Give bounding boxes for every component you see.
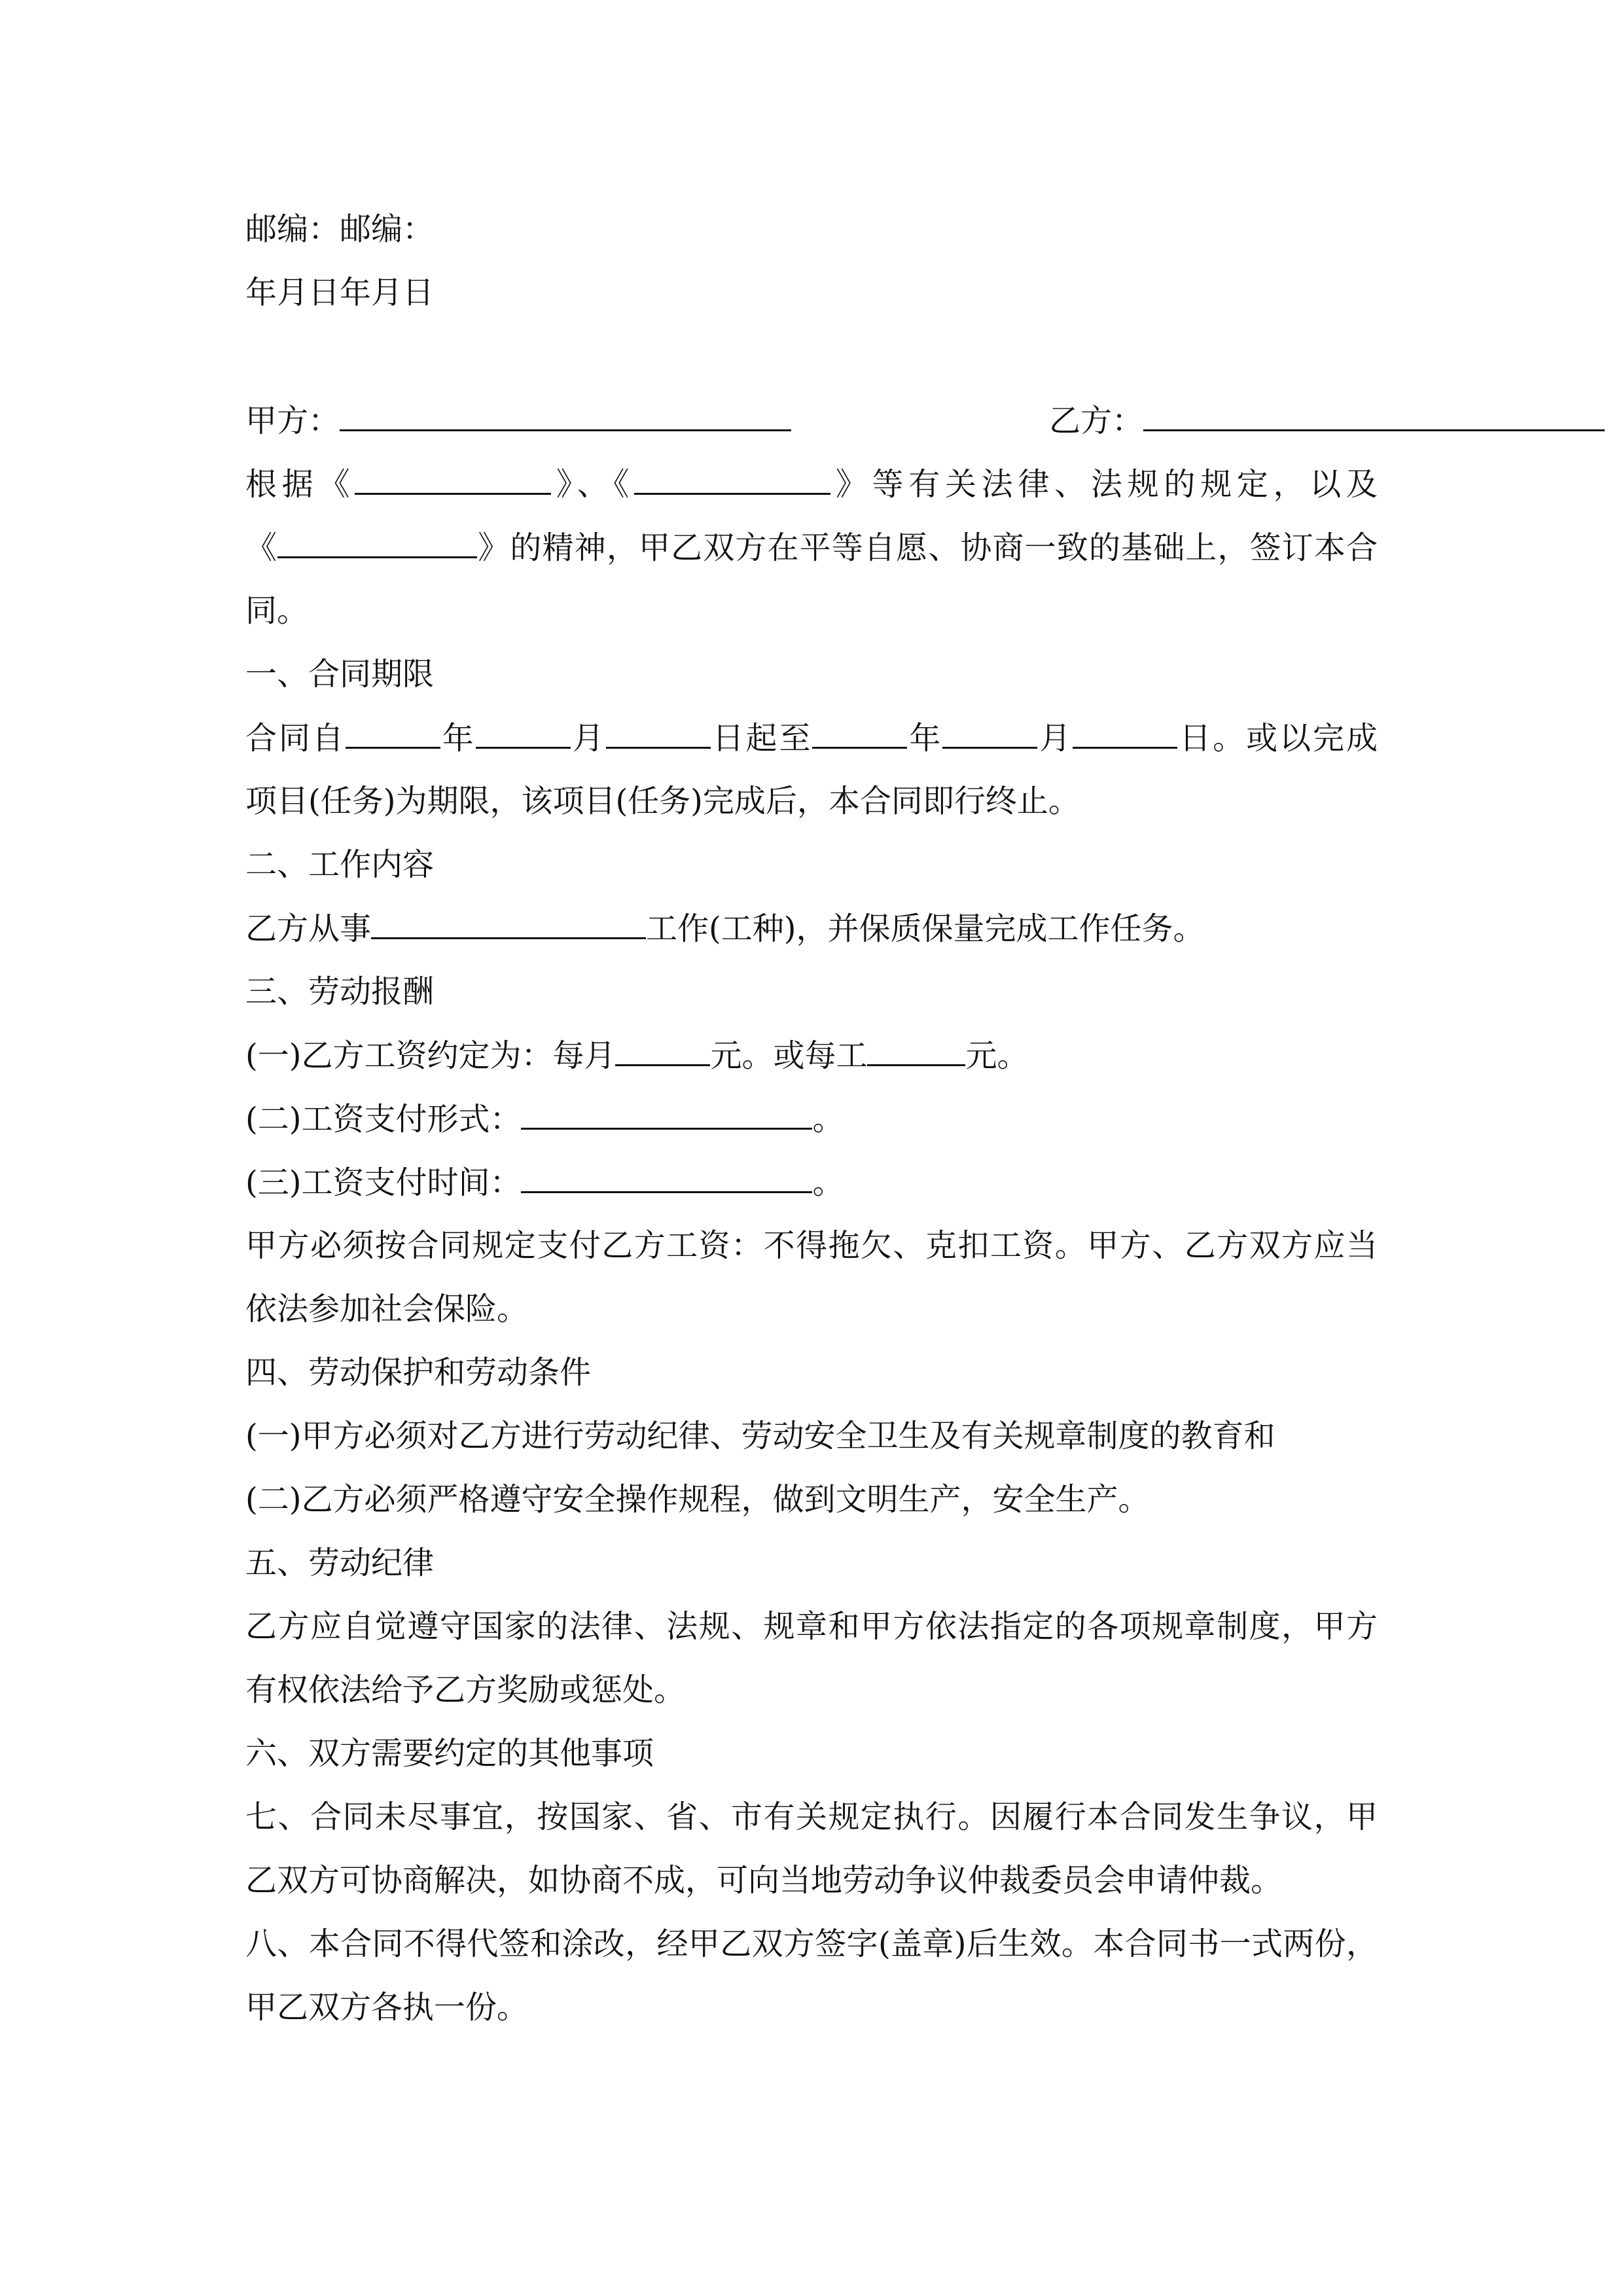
section-7-line-2: 乙双方可协商解决，如协商不成，可向当地劳动争议仲裁委员会申请仲裁。: [245, 1862, 1283, 1899]
start-year-blank: [346, 718, 440, 749]
work-text: 工作(工种)，并保质保量完成工作任务。: [646, 910, 1205, 947]
pay-text: 元。或每工: [710, 1037, 868, 1074]
term-text: 月: [570, 720, 606, 757]
daily-wage-blank: [867, 1035, 965, 1066]
term-text: 年: [907, 720, 943, 757]
basis-line-3: 同。: [245, 592, 309, 629]
pay-line-3: [245, 1162, 1378, 1202]
end-year-blank: [812, 718, 907, 749]
section-8-line-1: 八、本合同不得代签和涂改，经甲乙双方签字(盖章)后生效。本合同书一式两份，: [245, 1926, 1378, 1962]
basis-text: 《: [245, 529, 278, 566]
law-name-blank-3: [277, 528, 477, 558]
party-b-label: 乙方：: [1049, 403, 1144, 439]
basis-line-1: [245, 464, 1378, 504]
basis-line-2: [245, 528, 1378, 567]
section-6-title: 六、双方需要约定的其他事项: [245, 1735, 654, 1772]
postcode-line: 邮编：邮编：: [245, 211, 435, 247]
term-line-2: 项目(任务)为期限，该项目(任务)完成后，本合同即行终止。: [245, 783, 1080, 819]
discipline-line-1: 乙方应自觉遵守国家的法律、法规、规章和甲方依法指定的各项规章制度，甲方: [245, 1608, 1378, 1645]
law-name-blank-2: [634, 464, 830, 495]
protection-line-2: (二)乙方必须严格遵守安全操作规程，做到文明生产，安全生产。: [245, 1481, 1150, 1518]
work-type-blank: [371, 908, 646, 939]
section-4-title: 四、劳动保护和劳动条件: [245, 1354, 592, 1391]
discipline-line-2: 有权依法给予乙方奖励或惩处。: [245, 1672, 686, 1708]
section-5-title: 五、劳动纪律: [245, 1545, 435, 1581]
section-7-line-1: 七、合同未尽事宜，按国家、省、市有关规定执行。因履行本合同发生争议，甲: [245, 1799, 1378, 1835]
pay-line-1: [245, 1035, 1378, 1075]
protection-line-1: (一)甲方必须对乙方进行劳动纪律、劳动安全卫生及有关规章制度的教育和: [245, 1418, 1275, 1454]
term-text: 月: [1037, 720, 1073, 757]
payment-form-blank: [521, 1099, 812, 1130]
term-line-1: [245, 718, 1378, 758]
party-b: [1049, 401, 1605, 440]
law-name-blank-1: [355, 464, 551, 495]
pay-obligation-line-1: 甲方必须按合同规定支付乙方工资：不得拖欠、克扣工资。甲方、乙方双方应当: [245, 1227, 1378, 1264]
pay-line-2: [245, 1099, 1378, 1139]
work-text: 乙方从事: [245, 910, 372, 947]
pay-obligation-line-2: 依法参加社会保险。: [245, 1291, 529, 1327]
section-8-line-2: 甲乙双方各执一份。: [245, 1989, 529, 2026]
payment-time-blank: [521, 1162, 812, 1193]
term-text: 年: [440, 720, 476, 757]
basis-text: 》、《: [551, 466, 635, 503]
basis-text: 根据《: [245, 466, 355, 503]
party-b-blank: [1143, 401, 1605, 431]
party-a-label: 甲方：: [245, 403, 340, 439]
end-day-blank: [1073, 718, 1177, 749]
pay-text: (三)工资支付时间：: [245, 1164, 522, 1201]
term-text: 日。或以完成: [1177, 720, 1378, 757]
section-2-title: 二、工作内容: [245, 846, 435, 883]
pay-text: (一)乙方工资约定为：每月: [245, 1037, 616, 1074]
basis-text: 》等有关法律、法规的规定，以及: [830, 466, 1378, 503]
end-month-blank: [942, 718, 1037, 749]
date-line: 年月日年月日: [245, 274, 435, 311]
work-line: [245, 908, 1378, 948]
pay-text: 元。: [965, 1037, 1029, 1074]
start-month-blank: [476, 718, 571, 749]
party-a-blank: [340, 401, 791, 431]
term-text: 合同自: [245, 720, 346, 757]
monthly-wage-blank: [615, 1035, 710, 1066]
term-text: 日起至: [710, 720, 813, 757]
start-day-blank: [606, 718, 711, 749]
basis-text: 》的精神，甲乙双方在平等自愿、协商一致的基础上，签订本合: [477, 529, 1378, 566]
section-3-title: 三、劳动报酬: [245, 973, 435, 1010]
section-1-title: 一、合同期限: [245, 656, 435, 692]
pay-text: 。: [812, 1164, 844, 1201]
pay-text: (二)工资支付形式：: [245, 1101, 522, 1138]
parties-line: [245, 401, 1378, 440]
pay-text: 。: [812, 1101, 844, 1138]
